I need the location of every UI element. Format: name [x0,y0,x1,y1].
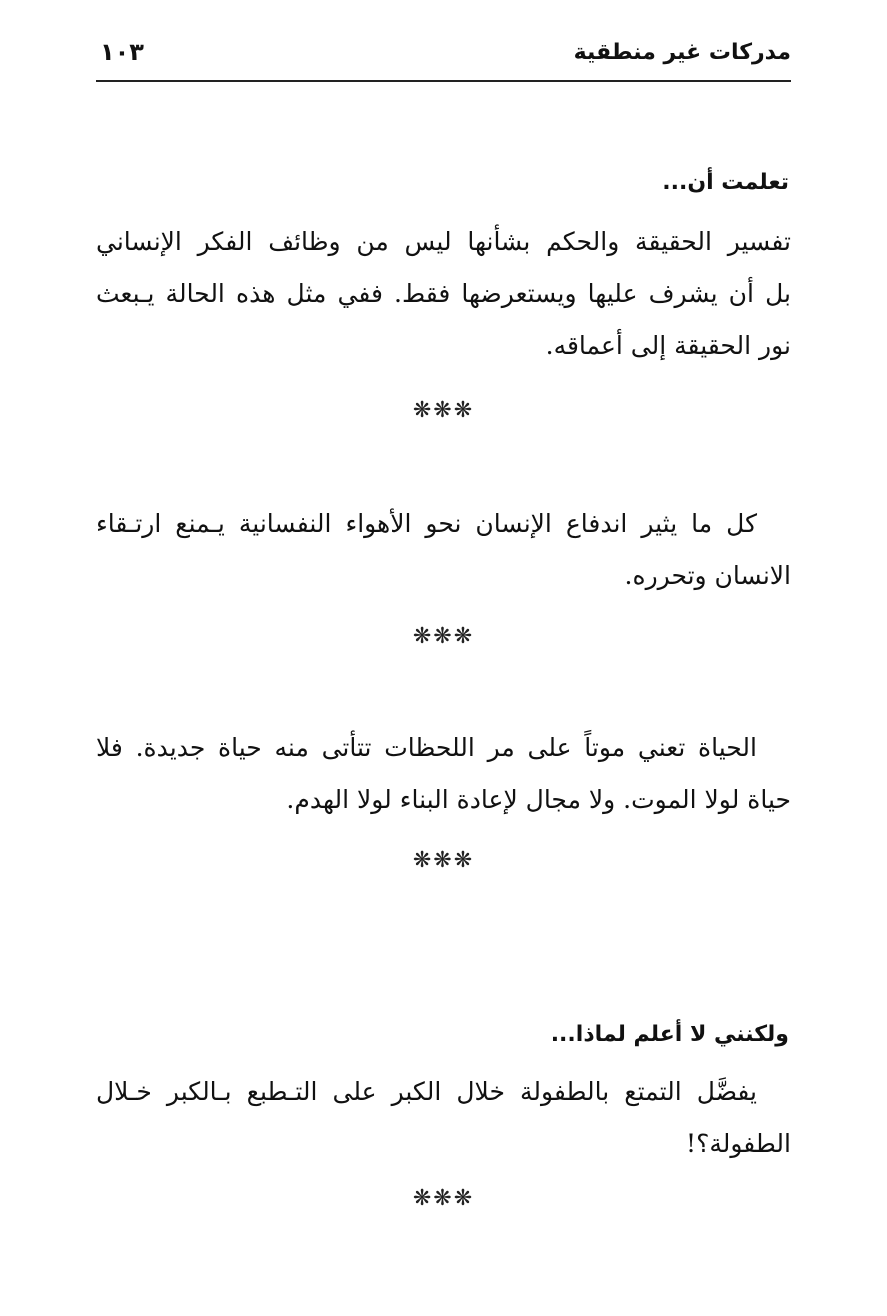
paragraph-line: يفضَّل التمتع بالطفولة خلال الكبر على التـطبع بـالكبر خـلال [96,1077,757,1106]
section-separator: ❋❋❋ [412,1186,475,1211]
page-number: ١٠٣ [100,38,144,66]
paragraph-line: الحياة تعني موتاً على مر اللحظات تتأتى منه حياة جديدة. فلا [96,733,757,762]
paragraph [96,722,791,826]
paragraph-line: تفسير الحقيقة والحكم بشأنها ليس من وظائف الفكر الإنساني [96,227,791,256]
paragraph [96,498,791,602]
section-separator: ❋❋❋ [412,624,475,649]
paragraph-line: نور الحقيقة إلى أعماقه. [545,331,791,360]
section-separator: ❋❋❋ [412,398,475,423]
page-header [96,38,791,82]
section-separator: ❋❋❋ [412,848,475,873]
paragraph-line: الطفولة؟! [686,1129,791,1158]
section-heading: ولكنني لا أعلم لماذا... [550,1022,789,1047]
section-heading: تعلمت أن... [662,170,789,195]
running-title: مدركات غير منطقية [573,40,791,65]
paragraph [96,1066,791,1170]
paragraph-line: حياة لولا الموت. ولا مجال لإعادة البناء لولا الهدم. [286,785,791,814]
paragraph [96,216,791,372]
paragraph-line: الانسان وتحرره. [624,561,791,590]
paragraph-line: بل أن يشرف عليها ويستعرضها فقط. ففي مثل هذه الحالة يـبعث [96,279,791,308]
paragraph-line: كل ما يثير اندفاع الإنسان نحو الأهواء النفسانية يـمنع ارتـقاء [96,509,757,538]
